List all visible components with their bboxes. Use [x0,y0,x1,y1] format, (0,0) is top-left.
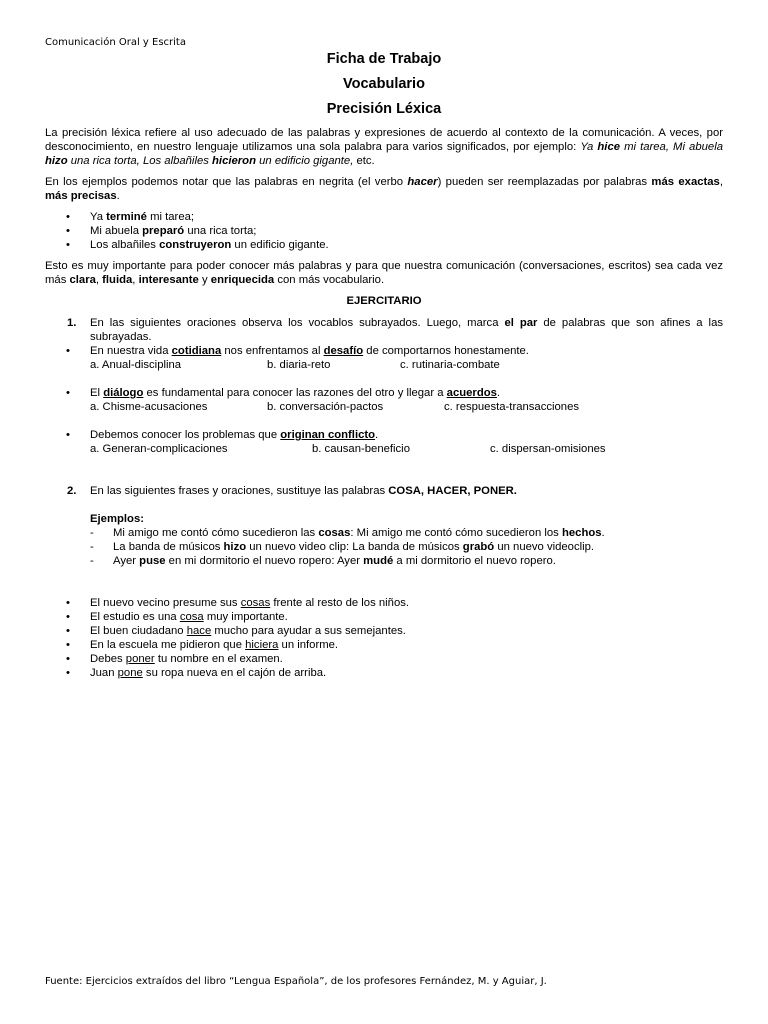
text: . [375,429,379,441]
spacer [45,568,723,582]
text: un nuevo videoclip. [494,541,595,553]
bold-word: enriquecida [210,274,275,286]
text: nos enfrentamos al [221,345,324,357]
text: La precisión léxica refiere al uso adecuado de las palabras y expresiones de acuerdo al contexto de la comunicación. A veces, por desconocimiento, en nuestro lenguaje utilizamos una sola palabra para varios significados, por ejemplo: [45,127,723,153]
example-item [45,540,723,554]
answer-options [45,358,723,372]
text: El estudio es una [90,611,180,623]
text: Debemos conocer los problemas que [90,429,281,441]
document-body [45,126,723,680]
spacer [45,470,723,484]
example-item [45,526,723,540]
exercise-2-item [45,596,723,610]
exercise-number: 1. [67,317,77,329]
list-item [45,224,723,238]
underlined-word: hiciera [245,639,279,651]
underlined-word: poner [125,653,155,665]
spacer [45,414,723,428]
exercise-1-item [45,344,723,358]
text: . [496,387,501,399]
option-a[interactable]: a. Chisme-acusaciones [90,401,208,413]
dash-icon: - [90,555,94,567]
dash-icon: - [90,541,94,553]
text: Ayer [113,555,140,567]
option-c[interactable]: c. dispersan-omisiones [490,443,606,455]
text: un edificio gigante, [255,155,354,167]
section-title: EJERCITARIO [346,295,422,307]
text: , [95,274,103,286]
underlined-word: acuerdos [446,387,497,399]
underlined-word: diálogo [103,387,144,399]
explanation-paragraph [45,175,723,203]
option-a[interactable]: a. Generan-complicaciones [90,443,228,455]
text: mi tarea; [146,211,195,223]
text: una rica torta, Los albañiles [67,155,213,167]
text: . [116,190,120,202]
bold-word: COSA, HACER, PONER. [388,485,517,497]
text: y [198,274,211,286]
text: tu nombre en el examen. [154,653,283,665]
bold-word: hacer [407,176,438,188]
bullet-icon: • [66,639,70,651]
source-footer: Fuente: Ejercicios extraídos del libro “Lengua Española”, de los profesores Fernández, M. y Aguiar, J. [45,976,547,987]
text: ) pueden ser reemplazadas por palabras [437,176,652,188]
bold-word: hizo [45,155,68,167]
option-a[interactable]: a. Anual-disciplina [90,359,182,371]
exercise-2-item [45,624,723,638]
option-b[interactable]: b. diaria-reto [267,359,331,371]
importance-paragraph [45,259,723,287]
text: su ropa nueva en el cajón de arriba. [142,667,327,679]
text: frente al resto de los niños. [270,597,410,609]
bullet-icon: • [66,429,70,441]
bold-word: hizo [223,541,247,553]
exercise-2-item [45,638,723,652]
bullet-icon: • [66,211,70,223]
underlined-word: pone [117,667,143,679]
bold-word: hechos [561,527,602,539]
answer-options [45,442,723,456]
bold-word: más precisas [45,190,117,202]
text: un informe. [278,639,339,651]
text: mucho para ayudar a sus semejantes. [211,625,406,637]
text: En nuestra vida [90,345,172,357]
bold-word: hicieron [212,155,256,167]
bullet-icon: • [66,667,70,679]
bullet-icon: • [66,387,70,399]
text: Debes [90,653,126,665]
text: de palabras que son afines a las subrayadas. [90,317,723,343]
text: con más vocabulario. [274,274,385,286]
text: Esto es muy importante para poder conocer más palabras y para que nuestra comunicación (conversaciones, escritos) sea cada vez más [45,260,723,286]
text: El [90,387,104,399]
text: en mi dormitorio el nuevo ropero: Ayer [165,555,364,567]
example-item [45,554,723,568]
text: de comportarnos honestamente. [363,345,529,357]
bold-word: puse [139,555,166,567]
spacer [45,372,723,386]
bullet-icon: • [66,625,70,637]
option-b[interactable]: b. causan-beneficio [312,443,410,455]
examples-heading: Ejemplos: [90,513,144,525]
option-c[interactable]: c. respuesta-transacciones [444,401,579,413]
bold-word: preparó [142,225,185,237]
text: Ya [90,211,107,223]
exercise-1-item [45,428,723,442]
text: En los ejemplos podemos notar que las palabras en negrita (el verbo [45,176,408,188]
list-item [45,210,723,224]
text: En las siguientes oraciones observa los vocablos subrayados. Luego, marca [90,317,505,329]
text: El buen ciudadano [90,625,187,637]
text: muy importante. [203,611,288,623]
exercise-2-item [45,652,723,666]
bullet-icon: • [66,653,70,665]
text: , [132,274,139,286]
exercise-2-item [45,610,723,624]
spacer [45,456,723,470]
underlined-word: cosa [179,611,204,623]
bold-word: hice [597,141,621,153]
bullet-icon: • [66,225,70,237]
text: Ya [580,141,598,153]
exercise-1-instruction [45,316,723,344]
text: mi tarea, Mi abuela [620,141,723,153]
text: etc. [353,155,375,167]
text: En la escuela me pidieron que [90,639,246,651]
title-block [0,50,768,125]
intro-paragraph [45,126,723,168]
exercise-2-instruction [45,484,723,498]
text: Mi abuela [90,225,143,237]
text: Los albañiles [90,239,160,251]
exercise-1-item [45,386,723,400]
answer-options [45,400,723,414]
text: En las siguientes frases y oraciones, sustituye las palabras [90,485,389,497]
doc-title: Ficha de Trabajo [326,51,442,67]
text: , [719,176,723,188]
option-b[interactable]: b. conversación-pactos [267,401,384,413]
spacer [45,498,723,512]
text: Mi amigo me contó cómo sucedieron las [113,527,319,539]
text: un nuevo video clip: La banda de músicos [246,541,463,553]
option-c[interactable]: c. rutinaria-combate [400,359,500,371]
underlined-word: cotidiana [171,345,222,357]
bold-word: fluida [102,274,133,286]
dash-icon: - [90,527,94,539]
bold-word: el par [504,317,538,329]
bullet-icon: • [66,239,70,251]
bullet-icon: • [66,345,70,357]
spacer [45,582,723,596]
doc-topic: Precisión Léxica [326,101,442,117]
text: . [601,527,605,539]
bold-word: clara [69,274,96,286]
example-list [45,210,723,252]
bold-word: terminé [106,211,147,223]
bold-word: mudé [363,555,394,567]
bold-word: construyeron [159,239,232,251]
exercise-number: 2. [67,485,77,497]
page-header: Comunicación Oral y Escrita [45,37,186,48]
bold-word: más exactas [651,176,720,188]
text: una rica torta; [184,225,257,237]
list-item [45,238,723,252]
exercise-2-item [45,666,723,680]
text: : Mi amigo me contó cómo sucedieron los [350,527,562,539]
underlined-word: hace [186,625,212,637]
text: es fundamental para conocer las razones del otro y llegar a [143,387,447,399]
underlined-word: desafío [323,345,364,357]
text: El nuevo vecino presume sus [90,597,241,609]
text: Juan [90,667,118,679]
text: La banda de músicos [113,541,224,553]
bold-word: interesante [138,274,199,286]
text: un edificio gigante. [231,239,329,251]
bullet-icon: • [66,597,70,609]
underlined-word: cosas [240,597,271,609]
doc-subtitle: Vocabulario [343,76,425,92]
underlined-word: originan conflicto [280,429,376,441]
bullet-icon: • [66,611,70,623]
text: a mi dormitorio el nuevo ropero. [393,555,556,567]
bold-word: grabó [462,541,495,553]
bold-word: cosas [318,527,351,539]
